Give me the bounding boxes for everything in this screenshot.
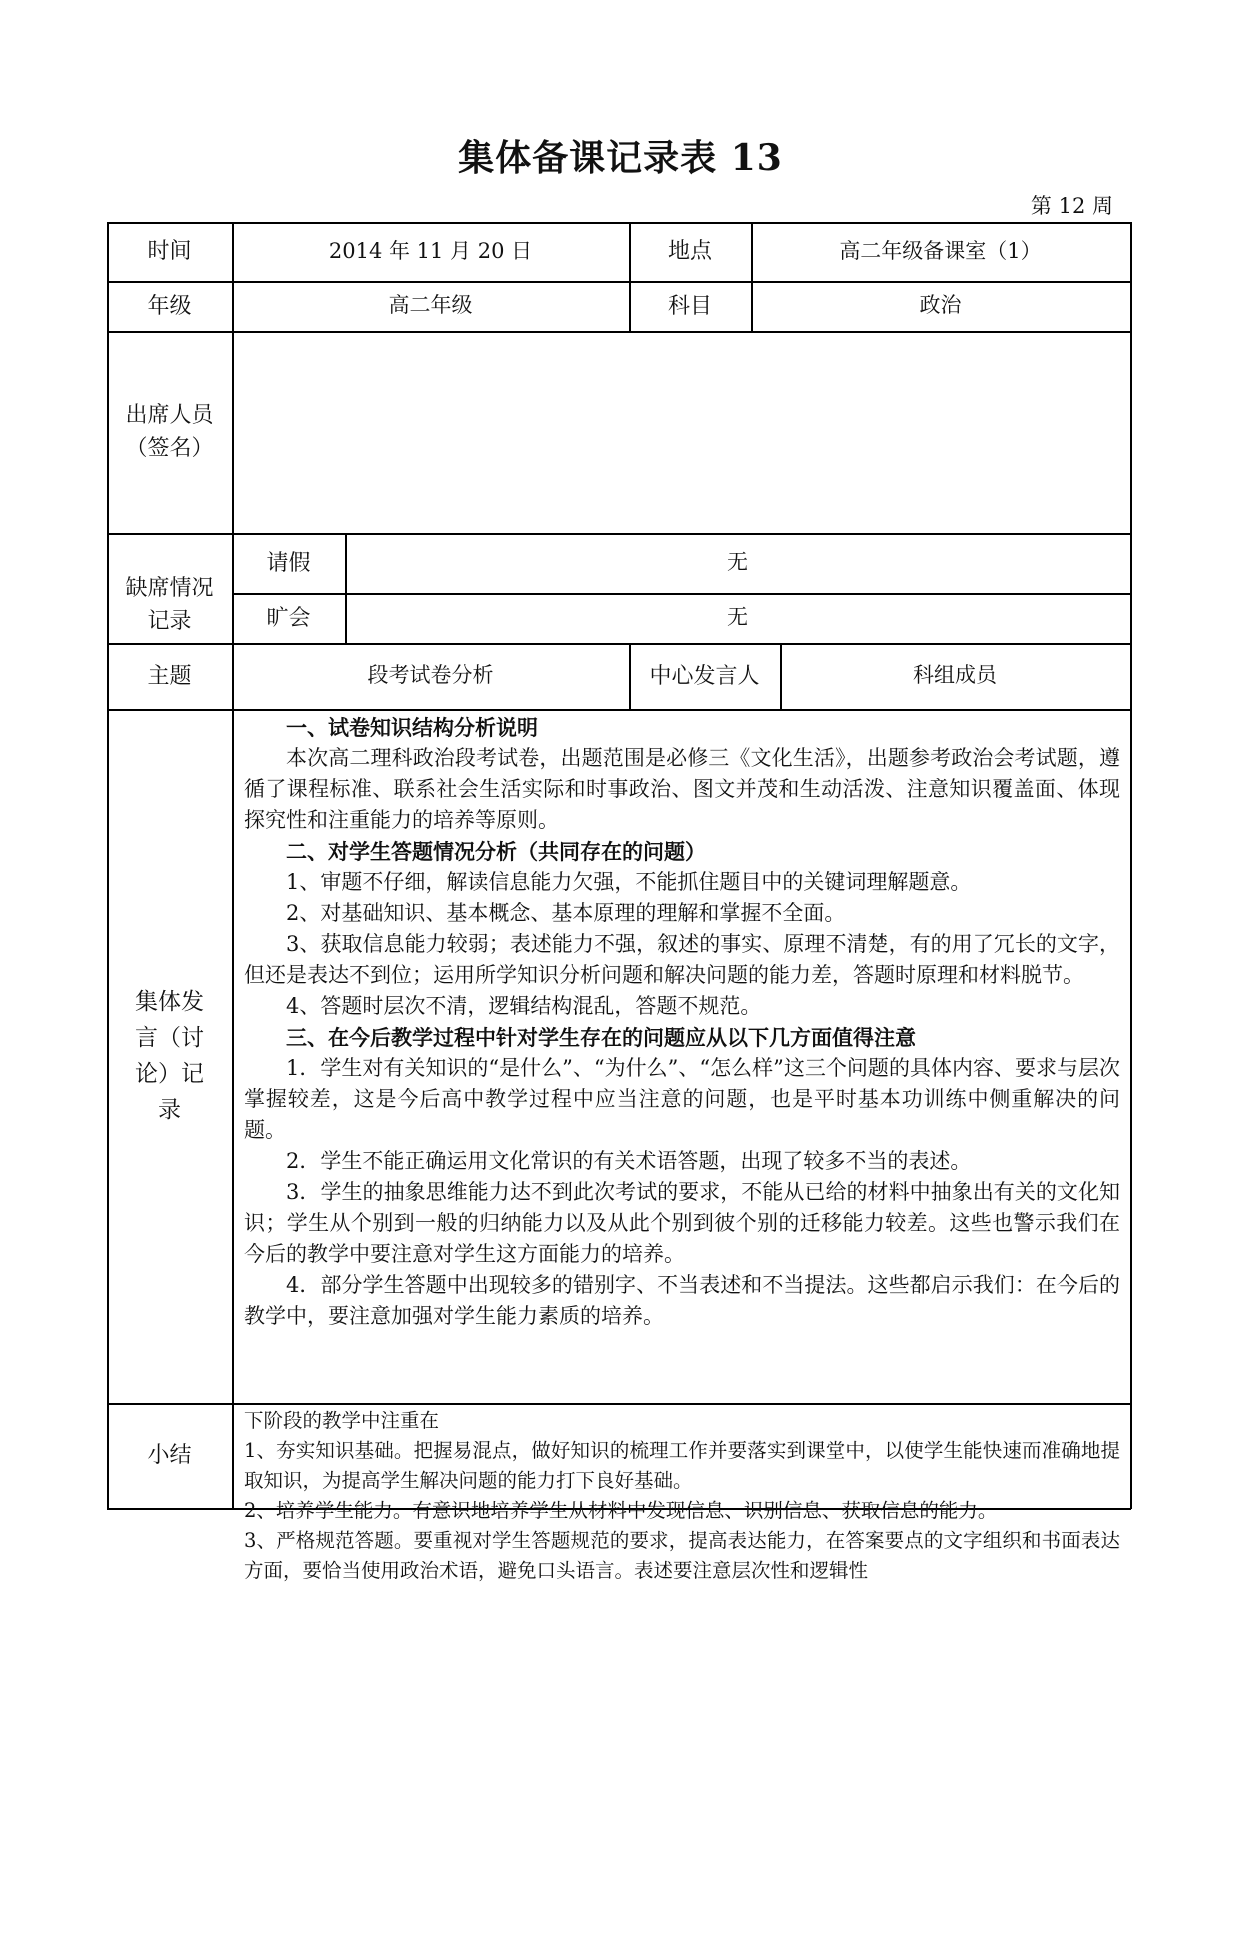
summary-item: 3、严格规范答题。要重视对学生答题规范的要求，提高表达能力，在答案要点的文字组织和书面表达方面，要恰当使用政治术语，避免口头语言。表述要注意层次性和逻辑性: [244, 1529, 1120, 1582]
summary-intro: 下阶段的教学中注重在: [244, 1409, 440, 1432]
speaker-value: 科组成员: [913, 663, 997, 688]
row-divider: [107, 709, 1131, 711]
discussion-paragraph: 本次高二理科政治段考试卷，出题范围是必修三《文化生活》，出题参考政治会考试题，遵循了课程标准、联系社会生活实际和时事政治、图文并茂和生动活泼、注意知识覆盖面、体现探究性和注重能力的培养等原则。: [244, 746, 1120, 832]
absence-label: 缺席情况记录: [125, 576, 214, 634]
attendees-signature-area: [232, 331, 1130, 533]
week-number: 第 12 周: [1030, 194, 1113, 218]
summary-item: 1、夯实知识基础。把握易混点，做好知识的梳理工作并要落实到课堂中，以使学生能快速而准确地提取知识，为提高学生解决问题的能力打下良好基础。: [244, 1439, 1120, 1492]
discussion-heading-3: 三、在今后教学过程中针对学生存在的问题应从以下几方面值得注意: [286, 1025, 916, 1050]
discussion-heading-2: 二、对学生答题情况分析（共同存在的问题）: [286, 839, 706, 864]
absent-value: 无: [727, 605, 748, 630]
place-value: 高二年级备课室（1）: [839, 238, 1042, 263]
topic-value: 段考试卷分析: [367, 663, 494, 688]
discussion-content: [244, 712, 1120, 1332]
grade-value: 高二年级: [388, 293, 473, 318]
topic-label: 主题: [147, 663, 192, 689]
discussion-paragraph: 3．学生的抽象思维能力达不到此次考试的要求，不能从已给的材料中抽象出有关的文化知识；学生从个别到一般的归纳能力以及从此个别到彼个别的迁移能力较差。这些也警示我们在今后的教学中要注意对学生这方面能力的培养。: [244, 1180, 1120, 1266]
leave-value: 无: [727, 550, 748, 575]
discussion-paragraph: 1．学生对有关知识的“是什么”、“为什么”、“怎么样”这三个问题的具体内容、要求与层次掌握较差，这是今后高中教学过程中应当注意的问题，也是平时基本功训练中侧重解决的问题。: [244, 1056, 1120, 1142]
discussion-paragraph: 2．学生不能正确运用文化常识的有关术语答题，出现了较多不当的表述。: [286, 1149, 972, 1173]
subject-value: 政治: [919, 293, 962, 318]
table-border-right: [1130, 222, 1132, 1509]
subject-label: 科目: [667, 293, 712, 319]
time-value: 2014 年 11 月 20 日: [328, 238, 533, 263]
record-table: [107, 222, 1131, 1948]
time-label: 时间: [147, 239, 192, 264]
summary-label: 小结: [147, 1443, 192, 1468]
summary-content: [244, 1406, 1120, 1586]
attendees-label: 出席人员（签名）: [125, 403, 214, 461]
discussion-heading-1: 一、试卷知识结构分析说明: [286, 715, 538, 740]
discussion-label: 集体发言（讨论）记录: [135, 989, 204, 1123]
place-label: 地点: [667, 239, 712, 264]
discussion-paragraph: 3、获取信息能力较弱；表述能力不强，叙述的事实、原理不清楚，有的用了冗长的文字，但还是表达不到位；运用所学知识分析问题和解决问题的能力差，答题时原理和材料脱节。: [244, 932, 1120, 987]
discussion-paragraph: 4、答题时层次不清，逻辑结构混乱，答题不规范。: [286, 994, 762, 1018]
speaker-label: 中心发言人: [649, 663, 760, 689]
discussion-paragraph: 4．部分学生答题中出现较多的错别字、不当表述和不当提法。这些都启示我们：在今后的教学中，要注意加强对学生能力素质的培养。: [244, 1273, 1120, 1328]
summary-item: 2、培养学生能力。有意识地培养学生从材料中发现信息、识别信息、获取信息的能力。: [244, 1499, 998, 1522]
discussion-paragraph: 1、审题不仔细，解读信息能力欠强，不能抓住题目中的关键词理解题意。: [286, 870, 972, 894]
page-title: 集体备课记录表 13: [458, 137, 783, 179]
row-divider: [107, 1403, 1131, 1405]
absent-label: 旷会: [266, 605, 311, 631]
discussion-paragraph: 2、对基础知识、基本概念、基本原理的理解和掌握不全面。: [286, 901, 846, 925]
table-border-left: [107, 222, 109, 1509]
grade-label: 年级: [147, 293, 192, 319]
leave-label: 请假: [266, 550, 311, 576]
